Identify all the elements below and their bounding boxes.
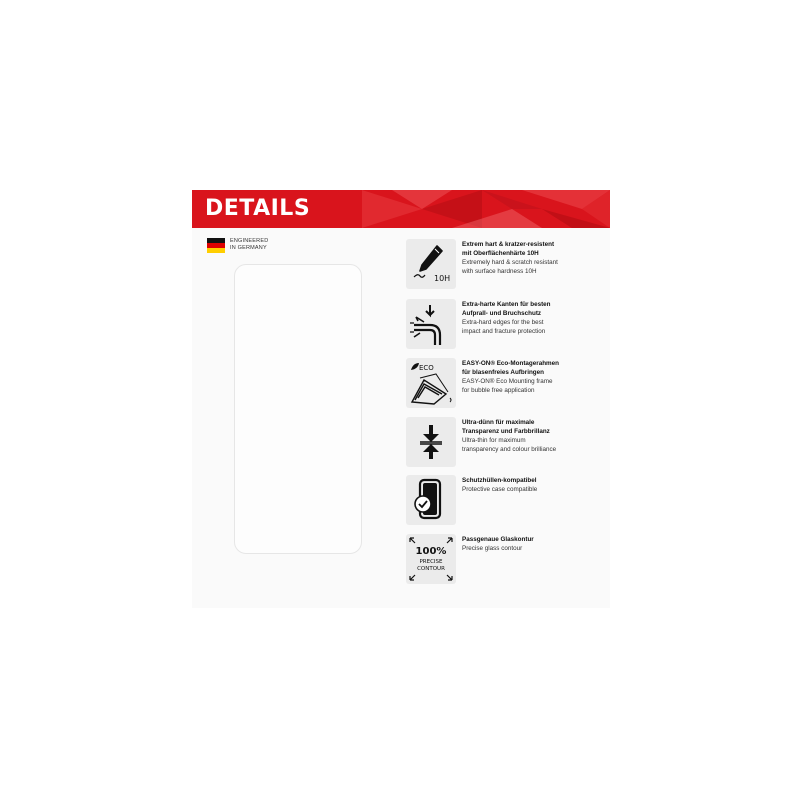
feature-de-line1: Schutzhüllen-kompatibel bbox=[462, 477, 537, 484]
icon-10h-text: 10H bbox=[434, 274, 451, 283]
icon-contour-text: CONTOUR bbox=[417, 566, 445, 572]
feature-en-line1: EASY-ON® Eco Mounting frame bbox=[462, 378, 553, 385]
edge-impact-icon bbox=[406, 299, 456, 349]
feature-de-line2: für blasenfreies Aufbringen bbox=[462, 369, 544, 376]
feature-text bbox=[462, 535, 602, 553]
pen-scratch-10h-icon bbox=[406, 239, 456, 289]
feature-en-line2: with surface hardness 10H bbox=[462, 268, 537, 275]
feature-en-line2: transparency and colour brilliance bbox=[462, 446, 557, 453]
feature-text bbox=[462, 300, 602, 336]
feature-easy-on bbox=[406, 358, 596, 408]
feature-de-line1: Ultra-dünn für maximale bbox=[462, 419, 535, 426]
feature-edges bbox=[406, 299, 596, 349]
engineered-line1: ENGINEERED bbox=[230, 238, 269, 244]
engineered-line2: IN GERMANY bbox=[230, 245, 267, 251]
feature-text bbox=[462, 240, 602, 276]
feature-en-line1: Extremely hard & scratch resistant bbox=[462, 259, 558, 266]
feature-hardness bbox=[406, 239, 596, 289]
feature-ultra-thin bbox=[406, 417, 596, 467]
feature-de-line1: Passgenaue Glaskontur bbox=[462, 536, 534, 543]
banner-title: DETAILS bbox=[205, 196, 311, 221]
feature-de-line2: mit Oberflächenhärte 10H bbox=[462, 250, 539, 257]
feature-en-line1: Protective case compatible bbox=[462, 486, 538, 493]
details-banner bbox=[192, 190, 610, 228]
feature-de-line2: Transparenz und Farbbrillanz bbox=[462, 428, 550, 435]
feature-precise-contour bbox=[406, 534, 596, 584]
feature-en-line2: for bubble free application bbox=[462, 387, 535, 394]
details-card bbox=[192, 190, 610, 608]
icon-eco-text: ECO bbox=[419, 364, 434, 372]
feature-text bbox=[462, 476, 602, 494]
feature-en-line1: Ultra-thin for maximum bbox=[462, 437, 526, 444]
case-compatible-icon bbox=[406, 475, 456, 525]
feature-de-line1: EASY-ON® Eco-Montagerahmen bbox=[462, 360, 560, 367]
feature-en-line1: Extra-hard edges for the best bbox=[462, 319, 544, 326]
feature-de-line1: Extrem hart & kratzer-resistent bbox=[462, 241, 555, 248]
feature-text bbox=[462, 359, 602, 395]
germany-flag-icon bbox=[207, 238, 225, 253]
eco-mounting-frame-icon bbox=[406, 358, 456, 408]
feature-text bbox=[462, 418, 602, 454]
precise-contour-icon bbox=[406, 534, 456, 584]
feature-de-line1: Extra-harte Kanten für besten bbox=[462, 301, 551, 308]
feature-en-line2: impact and fracture protection bbox=[462, 328, 546, 335]
feature-case-compatible bbox=[406, 475, 596, 525]
feature-de-line2: Aufprall- und Bruchschutz bbox=[462, 310, 542, 317]
icon-precise-text: PRECISE bbox=[419, 559, 443, 565]
feature-en-line1: Precise glass contour bbox=[462, 545, 523, 552]
engineered-in-germany bbox=[230, 238, 268, 252]
screen-protector-outline bbox=[234, 264, 362, 554]
icon-100-text: 100% bbox=[415, 546, 447, 557]
ultra-thin-arrows-icon bbox=[406, 417, 456, 467]
